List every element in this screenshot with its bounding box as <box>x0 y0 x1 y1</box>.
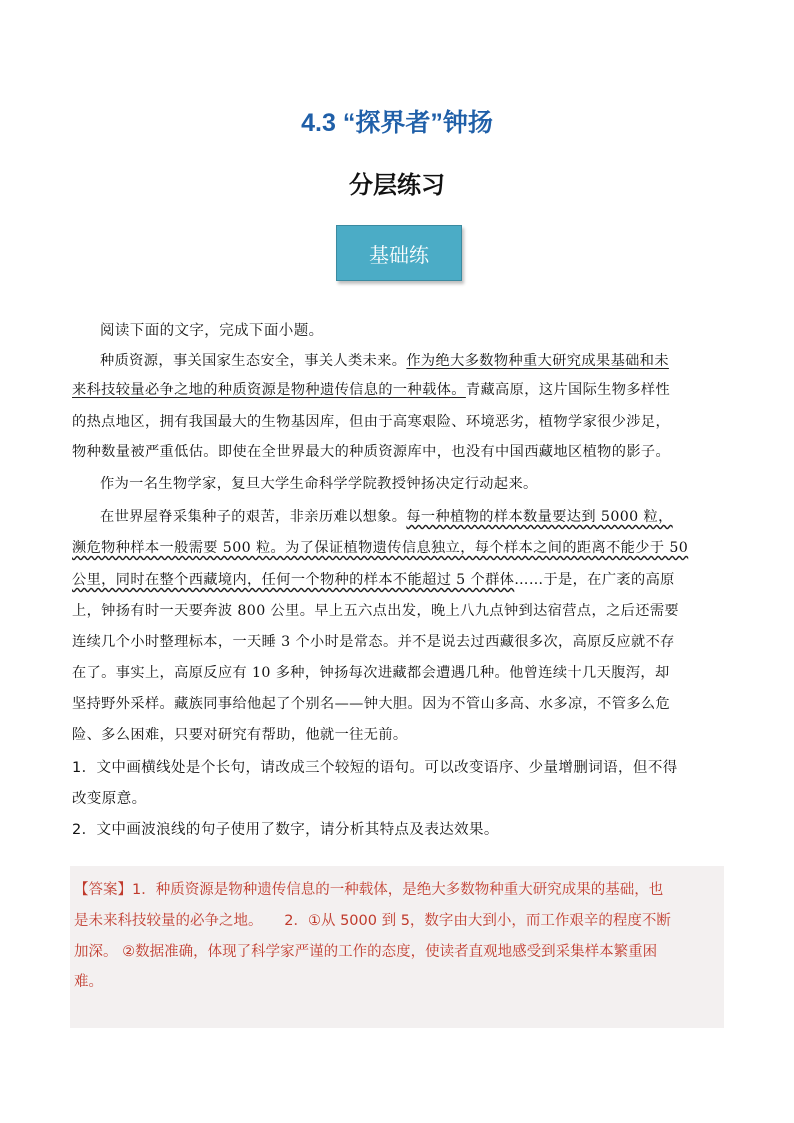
section-badge: 基础练 <box>336 225 462 281</box>
answer-tag: 【答案】 <box>74 882 132 898</box>
passage-line: 的热点地区，拥有我国最大的生物基因库，但由于高寒艰险、环境恶劣，植物学家很少涉足， <box>72 414 671 430</box>
question-2: 2．文中画波浪线的句子使用了数字，请分析其特点及表达效果。 <box>72 822 499 838</box>
question-1-cont: 改变原意。 <box>72 791 147 807</box>
answer-text: 1．种质资源是物种遗传信息的一种载体，是绝大多数物种重大研究成果的基础，也 <box>132 882 664 898</box>
passage-line: 险、多么困难，只要对研究有帮助，他就一往无前。 <box>72 727 408 743</box>
passage-line <box>72 379 724 399</box>
passage-text: 在世界屋脊采集种子的艰苦，非亲历难以想象。 <box>100 509 407 525</box>
passage-line: 连续几个小时整理标本，一天睡 3 个小时是常态。并不是说去过西藏很多次，高原反应就不存 <box>72 634 675 650</box>
wavy-sentence: 每一种植物的样本数量要达到 5000 粒， <box>406 509 673 525</box>
passage-text: 青藏高原，这片国际生物多样性 <box>465 382 671 398</box>
wavy-sentence: 公里，同时在整个西藏境内，任何一个物种的样本不能超过 5 个群体 <box>72 572 515 588</box>
passage-line: 上，钟扬有时一天要奔波 800 公里。早上五六点出发，晚上八九点钟到达宿营点，之后还需要 <box>72 603 680 619</box>
wavy-sentence: 濒危物种样本一般需要 500 粒。为了保证植物遗传信息独立，每个样本之间的距离不能少于 50 <box>72 540 689 556</box>
underlined-sentence: 来科技较量必争之地的种质资源是物种遗传信息的一种载体。 <box>72 382 466 398</box>
passage-line <box>100 350 724 370</box>
passage-text: 种质资源，事关国家生态安全，事关人类未来。 <box>100 353 407 369</box>
underlined-sentence: 作为绝大多数物种重大研究成果基础和未 <box>406 353 669 369</box>
answer-line <box>74 878 724 899</box>
passage-text: ……于是，在广袤的高原 <box>514 572 675 588</box>
passage-line: 在了。事实上，高原反应有 10 多种，钟扬每次进藏都会遭遇几种。他曾连续十几天腹泻，却 <box>72 665 670 681</box>
passage-line <box>72 569 724 589</box>
page-title: 4.3 “探界者”钟扬 <box>301 109 493 137</box>
reading-instruction: 阅读下面的文字，完成下面小题。 <box>100 323 324 339</box>
passage-line: 坚持野外采样。藏族同事给他起了个别名——钟大胆。因为不管山多高、水多凉，不管多么危 <box>72 696 671 712</box>
answer-line: 难。 <box>74 974 103 990</box>
passage-line <box>100 506 724 526</box>
answer-line: 加深。 ②数据准确，体现了科学家严谨的工作的态度，使读者直观地感受到采集样本繁重困 <box>74 944 658 960</box>
page-subtitle: 分层练习 <box>349 171 445 199</box>
answer-line: 是未来科技较量的必争之地。 2．①从 5000 到 5，数字由大到小，而工作艰辛的程度不断 <box>74 913 671 929</box>
question-1: 1．文中画横线处是个长句，请改成三个较短的语句。可以改变语序、少量增删词语，但不得 <box>72 760 678 776</box>
passage-line: 作为一名生物学家，复旦大学生命科学学院教授钟扬决定行动起来。 <box>100 476 538 492</box>
passage-line: 物种数量被严重低估。即使在全世界最大的种质资源库中，也没有中国西藏地区植物的影子。 <box>72 444 671 460</box>
